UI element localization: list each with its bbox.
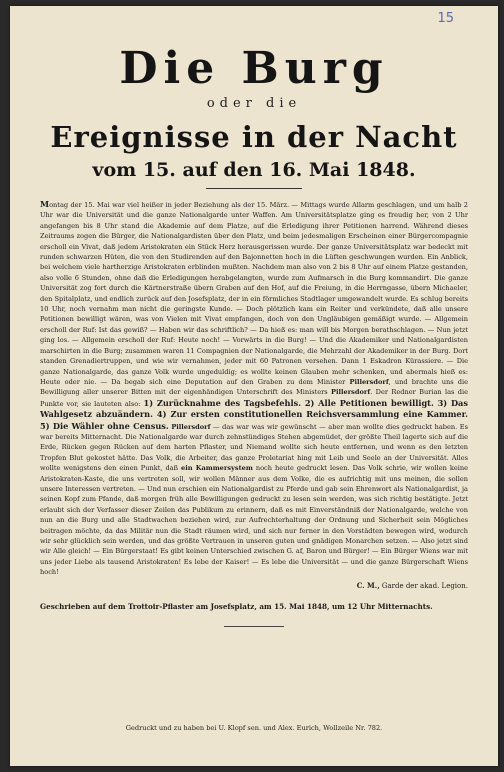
signature: [40, 580, 468, 592]
title-rule: [206, 188, 302, 189]
minister-name-3: Pillersdorf: [171, 422, 211, 431]
minister-name-1: Pillersdorf: [349, 377, 389, 386]
poster-title: Die Burg: [119, 43, 389, 94]
emphasis-kammersystem: ein Kammersystem: [181, 464, 253, 473]
poster-subtitle: oder die: [206, 96, 302, 111]
body-part-5: noch heute gedruckt lesen. Das Volk schrie, wir wollen keine Aristokraten-Kaste, die uns vertreten soll, wir wollen Männer aus dem Volke, die es aufrichtig mit uns meinen, die sollen unsere Interessen vertreten. — Und nun erschien ein Nationalgardist zu Pferde und gab sein Ehrenwort als Nationalgardist, ja seinen Kopf zum Pfande, daß morgen früh alle Bewilligungen gedruckt zu lesen sein werden, was sich richtig bestätigte. Jetzt erlaubt sich der Verfasser dieser Zeilen das Publikum zu erinnern, daß es mit Einverständniß der Nationalgarde, welche von nun an die Burg und alle Stadtwachen beziehen wird, zur Aufrechterhaltung der Ordnung und Sicherheit sein Mögliches beitragen möchte, da das Militär nun die Stadt räumen wird, und sich nur ferner in den Vorstädten bewegen wird, wodurch wir sehr glücklich sein werden, und das größte Vertrauen in unseren guten und gnädigen Monarchen setzen. — Also jetzt sind wir Alle gleich! — Ein Bürgerstaat! Es gibt keinen Unterschied zwischen G. af, Baron und Bürger! — Ein Bürger Wiens war mit uns jeder Liebe als tausend Aristokraten! Es lebe der Kaiser! — Es lebe die Universität — und die ganze Bürgerschaft Wiens hoch!: [40, 464, 468, 577]
poster-heading: Ereignisse in der Nacht: [50, 120, 458, 154]
body-part-4: — das war was wir gewünscht — aber man wollte dies gedruckt haben. Es war bereits Mitternacht. Die Nationalgarde war durch zehnstündiges Stehen abgemüdet, der größte Theil lagerte sich auf die Erde, Rücken gegen Rücken auf dem harten Pflaster, und Niemand wollte sich heute entfernen, und wenn es den letzten Tropfen Blut gekostet hätte. Das Volk, die Arbeiter, das ganze Proletariat hing mit Leib und Seele an der Universität. Alles wollte wenigstens den einen Punkt, daß: [40, 422, 468, 473]
body-part-1: ontag der 15. Mai war viel heißer in jeder Beziehung als der 15. März. — Mittags wurde Allarm geschlagen, und um halb 2 Uhr war die Universität und die ganze Nationalgarde unter Waffen. Am Universitätsplatze ging es freudig her, von 2 Uhr angefangen bis 8 Uhr stand die Akademie auf dem Platze, auf die Erledigung ihrer Petitionen harrend. Während dieses Zeitraums zogen die Bürger, die Nationalgardisten über den Platz, und beim jedesmaligen Erscheinen einer Bürgercompagnie erscholl ein Vivat, daß jedem Aristokraten ein Stück Herz herausgerissen wurde. Der ganze Universitätsplatz war bedeckt mit runden schwarzen Hüten, die von den Studirenden auf den Bajonnetten hoch in die Lüften geschwungen wurden. Ein Anblick, bei welchem viele hartherzige Aristokraten erblinden mußten. Nachdem man also von 2 bis 8 Uhr auf einem Platze gestanden, also volle 6 Stunden, ohne daß die Erledigungen herabgelangten, wurde zum Aufmarsch in die Burg kommandirt. Die ganze Universität zog fort durch die Kärtnerstraße übern Graben auf den Hof, auf die Freiung, in die Herrngasse, übern Michaeler, den Spitalplatz, und endlich zurück auf den Josefsplatz, der in ein förmliches Stadtlager umgewandelt wurde. Es schlug bereits 10 Uhr, noch vernahm man nicht die geringste Kunde. — Doch plötzlich kam ein Reiter und verkündete, daß alle unsere Petitionen bewilligt wären, was von Vielen mit Vivat empfangen, doch von den Ungläubigen gemäßigt wurde. — Allgemein erscholl der Ruf: Ist das gewiß? — Haben wir das schriftlich? — Da hieß es: man will bis Morgen berathschlagen. — Nun jetzt ging los. — Allgemein erscholl der Ruf: Heute noch! — Vorwärts in die Burg! — Und die Akademiker und Nationalgardisten marschirten in die Burg; zusammen waren 11 Compagnien der Nationalgarde, die Mehrzahl der Akademiker in der Burg. Dort standen Grenadiertruppen, und wie wir vernahmen, jeder mit 60 Patronen versehen. Dann 1 Eskadron Kürassiere. — Die ganze Nationalgarde, das ganze Volk wurde ungeduldig; es wollte keinen Glauben mehr schenken, und abermals hieß es: Heute oder nie. — Da begab sich eine Deputation auf den Graben zu dem Minister: [40, 201, 468, 386]
signature-name: C. M.,: [356, 580, 380, 590]
footer-rule: [224, 626, 284, 627]
written-note: Geschrieben auf dem Trottoir-Pflaster am Josefsplatz, am 15. Mai 1848, um 12 Uhr Mitternachts.: [40, 601, 433, 611]
signature-role: Garde der akad. Legion.: [379, 581, 468, 590]
drop-initial: M: [40, 199, 50, 209]
minister-name-2: Pillersdorf: [331, 388, 371, 397]
body-part-2: , und brachte uns die Bewilligung aller unserer Bitten mit der eigenhändigen Unterschrift des Ministers: [40, 377, 468, 397]
poster-body-text: [40, 199, 468, 578]
poster-sheet: [10, 6, 498, 766]
poster-content: [40, 10, 468, 627]
printer-imprint: Gedruckt und zu haben bei U. Klopf sen. und Alex. Eurich, Wollzeile Nr. 782.: [125, 724, 383, 732]
poster-date-line: vom 15. auf den 16. Mai 1848.: [92, 159, 416, 181]
body-part-3: . Der Redner Burian las die Punkte vor, sie lauteten also:: [40, 388, 468, 408]
archive-mark: 15: [437, 11, 454, 26]
demands-list: 1) Zurücknahme des Tagsbefehls. 2) Alle Petitionen bewilligt. 3) Das Wahlgesetz abzuändern. 4) Zur ersten constitutionellen Reichsversammlung eine Kammer. 5) Die Wähler ohne Census.: [40, 397, 468, 431]
